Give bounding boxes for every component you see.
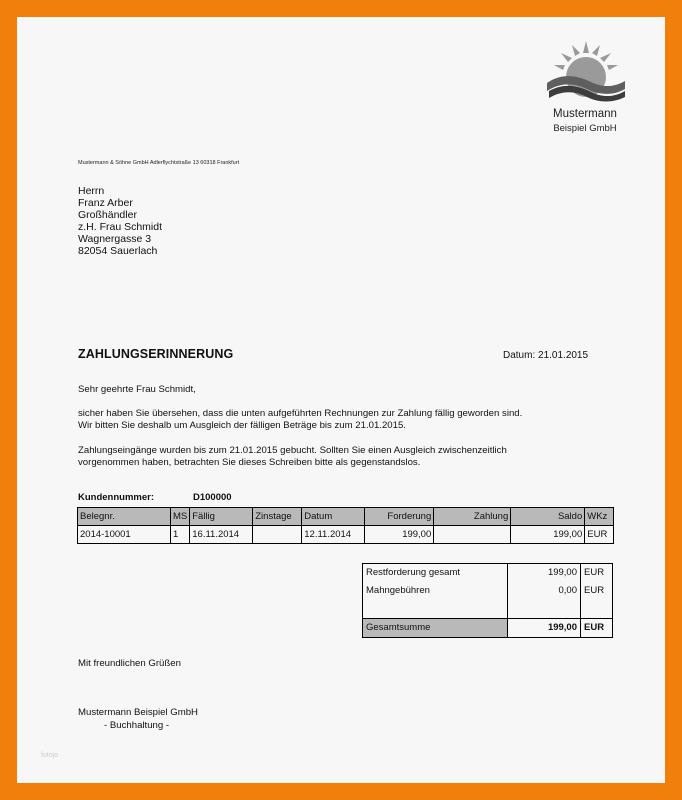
table-row [78, 526, 614, 544]
address-line: 82054 Sauerlach [78, 245, 158, 257]
table-cell: 2014-10001 [78, 526, 171, 544]
summary-row-total [363, 619, 613, 638]
customer-number [78, 492, 232, 503]
recipient-address [78, 185, 162, 257]
summary-currency: EUR [581, 619, 613, 638]
logo-company-name: Mustermann [553, 108, 617, 120]
salutation: Sehr geehrte Frau Schmidt, [78, 384, 196, 395]
address-line: Großhändler [78, 209, 137, 221]
customer-number-value: D100000 [193, 492, 232, 503]
column-header: MS [171, 508, 190, 526]
summary-value: 0,00 [508, 583, 581, 619]
column-header: Zahlung [434, 508, 511, 526]
table-cell: 199,00 [365, 526, 434, 544]
table-cell: 199,00 [511, 526, 585, 544]
column-header: Belegnr. [78, 508, 171, 526]
summary-table [362, 563, 613, 638]
logo-company-subname: Beispiel GmbH [553, 123, 617, 134]
address-line: z.H. Frau Schmidt [78, 221, 163, 233]
address-line: Wagnergasse 3 [78, 233, 152, 245]
column-header: Forderung [365, 508, 434, 526]
paragraph-line: Wir bitten Sie deshalb um Ausgleich der fälligen Beträge bis zum 21.01.2015. [78, 420, 406, 431]
table-cell [253, 526, 302, 544]
table-header-row [78, 508, 614, 526]
column-header: Zinstage [253, 508, 302, 526]
table-cell: 12.11.2014 [302, 526, 365, 544]
summary-currency: EUR [581, 583, 613, 619]
document-title: ZAHLUNGSERINNERUNG [78, 347, 234, 361]
summary-value: 199,00 [508, 619, 581, 638]
closing-greeting: Mit freundlichen Grüßen [78, 658, 181, 669]
address-line: Herrn [78, 185, 105, 197]
watermark: fotojo [41, 752, 59, 759]
signature-company: Mustermann Beispiel GmbH [78, 707, 198, 718]
summary-row-outstanding [363, 564, 613, 583]
summary-label: Restforderung gesamt [363, 564, 508, 583]
table-cell: 1 [171, 526, 190, 544]
summary-value: 199,00 [508, 564, 581, 583]
address-line: Franz Arber [78, 197, 133, 209]
document-date: Datum: 21.01.2015 [503, 350, 589, 361]
paragraph-reminder [78, 408, 522, 432]
table-cell: 16.11.2014 [190, 526, 253, 544]
invoice-items-table [77, 507, 614, 544]
paragraph-payments [78, 445, 507, 469]
summary-row-fees [363, 583, 613, 619]
table-cell [434, 526, 511, 544]
summary-currency: EUR [581, 564, 613, 583]
column-header: Datum [302, 508, 365, 526]
paragraph-line: vorgenommen haben, betrachten Sie dieses Schreiben bitte als gegenstandslos. [78, 457, 421, 468]
sun-over-waves-icon [545, 39, 627, 105]
column-header: Fällig [190, 508, 253, 526]
column-header: WKz [585, 508, 614, 526]
signature-department: - Buchhaltung - [104, 720, 170, 731]
summary-label: Gesamtsumme [363, 619, 508, 638]
paragraph-line: Zahlungseingänge wurden bis zum 21.01.2015 gebucht. Sollten Sie einen Ausgleich zwischenzeitlich [78, 445, 507, 456]
customer-number-label: Kundennummer: [78, 492, 154, 503]
summary-label: Mahngebühren [363, 583, 508, 619]
sender-return-line: Mustermann & Söhne GmbH Adlerflychtstraße 13 60318 Frankfurt [78, 160, 240, 166]
paragraph-line: sicher haben Sie übersehen, dass die unten aufgeführten Rechnungen zur Zahlung fällig geworden sind. [78, 408, 523, 419]
table-cell: EUR [585, 526, 614, 544]
letter-page [17, 17, 665, 783]
column-header: Saldo [511, 508, 585, 526]
